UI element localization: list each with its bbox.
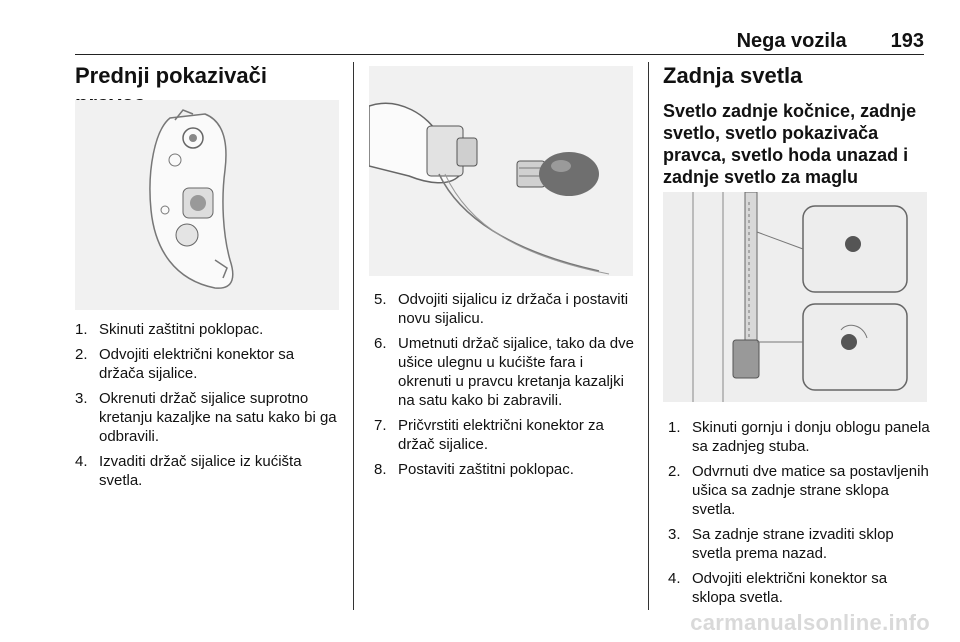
step-text: Izvaditi držač sijalice iz kućišta svetla. — [99, 453, 302, 489]
watermark: carmanualsonline.info — [690, 610, 930, 635]
step-text: Postaviti zaštitni poklopac. — [398, 461, 574, 478]
column-divider-left — [353, 62, 354, 610]
step-number: 4. — [668, 570, 681, 587]
list-item — [668, 462, 930, 519]
step-text: Pričvrstiti električni konektor za držač sijalice. — [398, 417, 604, 453]
list-item — [75, 389, 343, 446]
step-text: Skinuti gornju i donju oblogu panela sa zadnjeg stuba. — [692, 419, 930, 455]
list-item — [75, 320, 343, 339]
step-number: 1. — [75, 321, 88, 338]
section-title: Nega vozila — [736, 30, 847, 52]
list-item — [668, 569, 930, 607]
step-text: Odvojiti sijalicu iz držača i postaviti novu sijalicu. — [398, 291, 629, 327]
step-text: Skinuti zaštitni poklopac. — [99, 321, 264, 338]
step-number: 8. — [374, 461, 387, 478]
rear-light-steps — [668, 418, 930, 607]
step-text: Sa zadnje strane izvaditi sklop svetla prema nazad. — [692, 526, 894, 562]
list-item — [668, 418, 930, 456]
page-number: 193 — [890, 30, 924, 52]
column-divider-right — [648, 62, 649, 610]
middle-steps-block — [374, 290, 640, 485]
list-item — [75, 345, 343, 383]
rear-lights-subheading: Svetlo zadnje kočnice, zadnje svetlo, svetlo pokazivača pravca, svetlo hoda unazad i zadnje svetlo za maglu — [663, 101, 917, 187]
step-number: 7. — [374, 417, 387, 434]
header-rule — [75, 54, 924, 55]
step-text: Odvrnuti dve matice sa postavljenih ušica sa zadnje strane sklopa svetla. — [692, 463, 929, 518]
list-item — [668, 525, 930, 563]
step-text: Okrenuti držač sijalice suprotno kretanju kazaljke na satu kako bi ga odbravili. — [99, 390, 337, 445]
step-number: 5. — [374, 291, 387, 308]
step-number: 2. — [668, 463, 681, 480]
step-number: 1. — [668, 419, 681, 436]
list-item — [374, 460, 640, 479]
list-item — [75, 452, 343, 490]
rear-lamp-assembly-illustration — [663, 192, 927, 402]
front-indicators-heading: Prednji pokazivači — [75, 63, 267, 88]
rear-lights-heading: Zadnja svetla — [663, 63, 803, 88]
bulb-holder-illustration — [369, 66, 633, 276]
list-item — [374, 334, 640, 410]
left-steps-block — [75, 320, 343, 496]
step-number: 3. — [75, 390, 88, 407]
page-header — [737, 30, 924, 53]
front-indicator-steps — [75, 320, 343, 490]
step-number: 6. — [374, 335, 387, 352]
step-text: Odvojiti električni konektor sa držača sijalice. — [99, 346, 295, 382]
right-column — [663, 62, 933, 188]
list-item — [374, 416, 640, 454]
front-indicator-lamp-illustration — [75, 100, 339, 310]
step-number: 4. — [75, 453, 88, 470]
step-number: 3. — [668, 526, 681, 543]
list-item — [374, 290, 640, 328]
step-text: Umetnuti držač sijalice, tako da dve ušice ulegnu u kućište fara i okrenuti u pravcu kretanja kazaljki na satu kako bi zabravili. — [398, 335, 634, 409]
step-number: 2. — [75, 346, 88, 363]
bulb-replacement-steps — [374, 290, 640, 479]
right-steps-block — [668, 418, 930, 613]
step-text: Odvojiti električni konektor sa sklopa svetla. — [692, 570, 888, 606]
